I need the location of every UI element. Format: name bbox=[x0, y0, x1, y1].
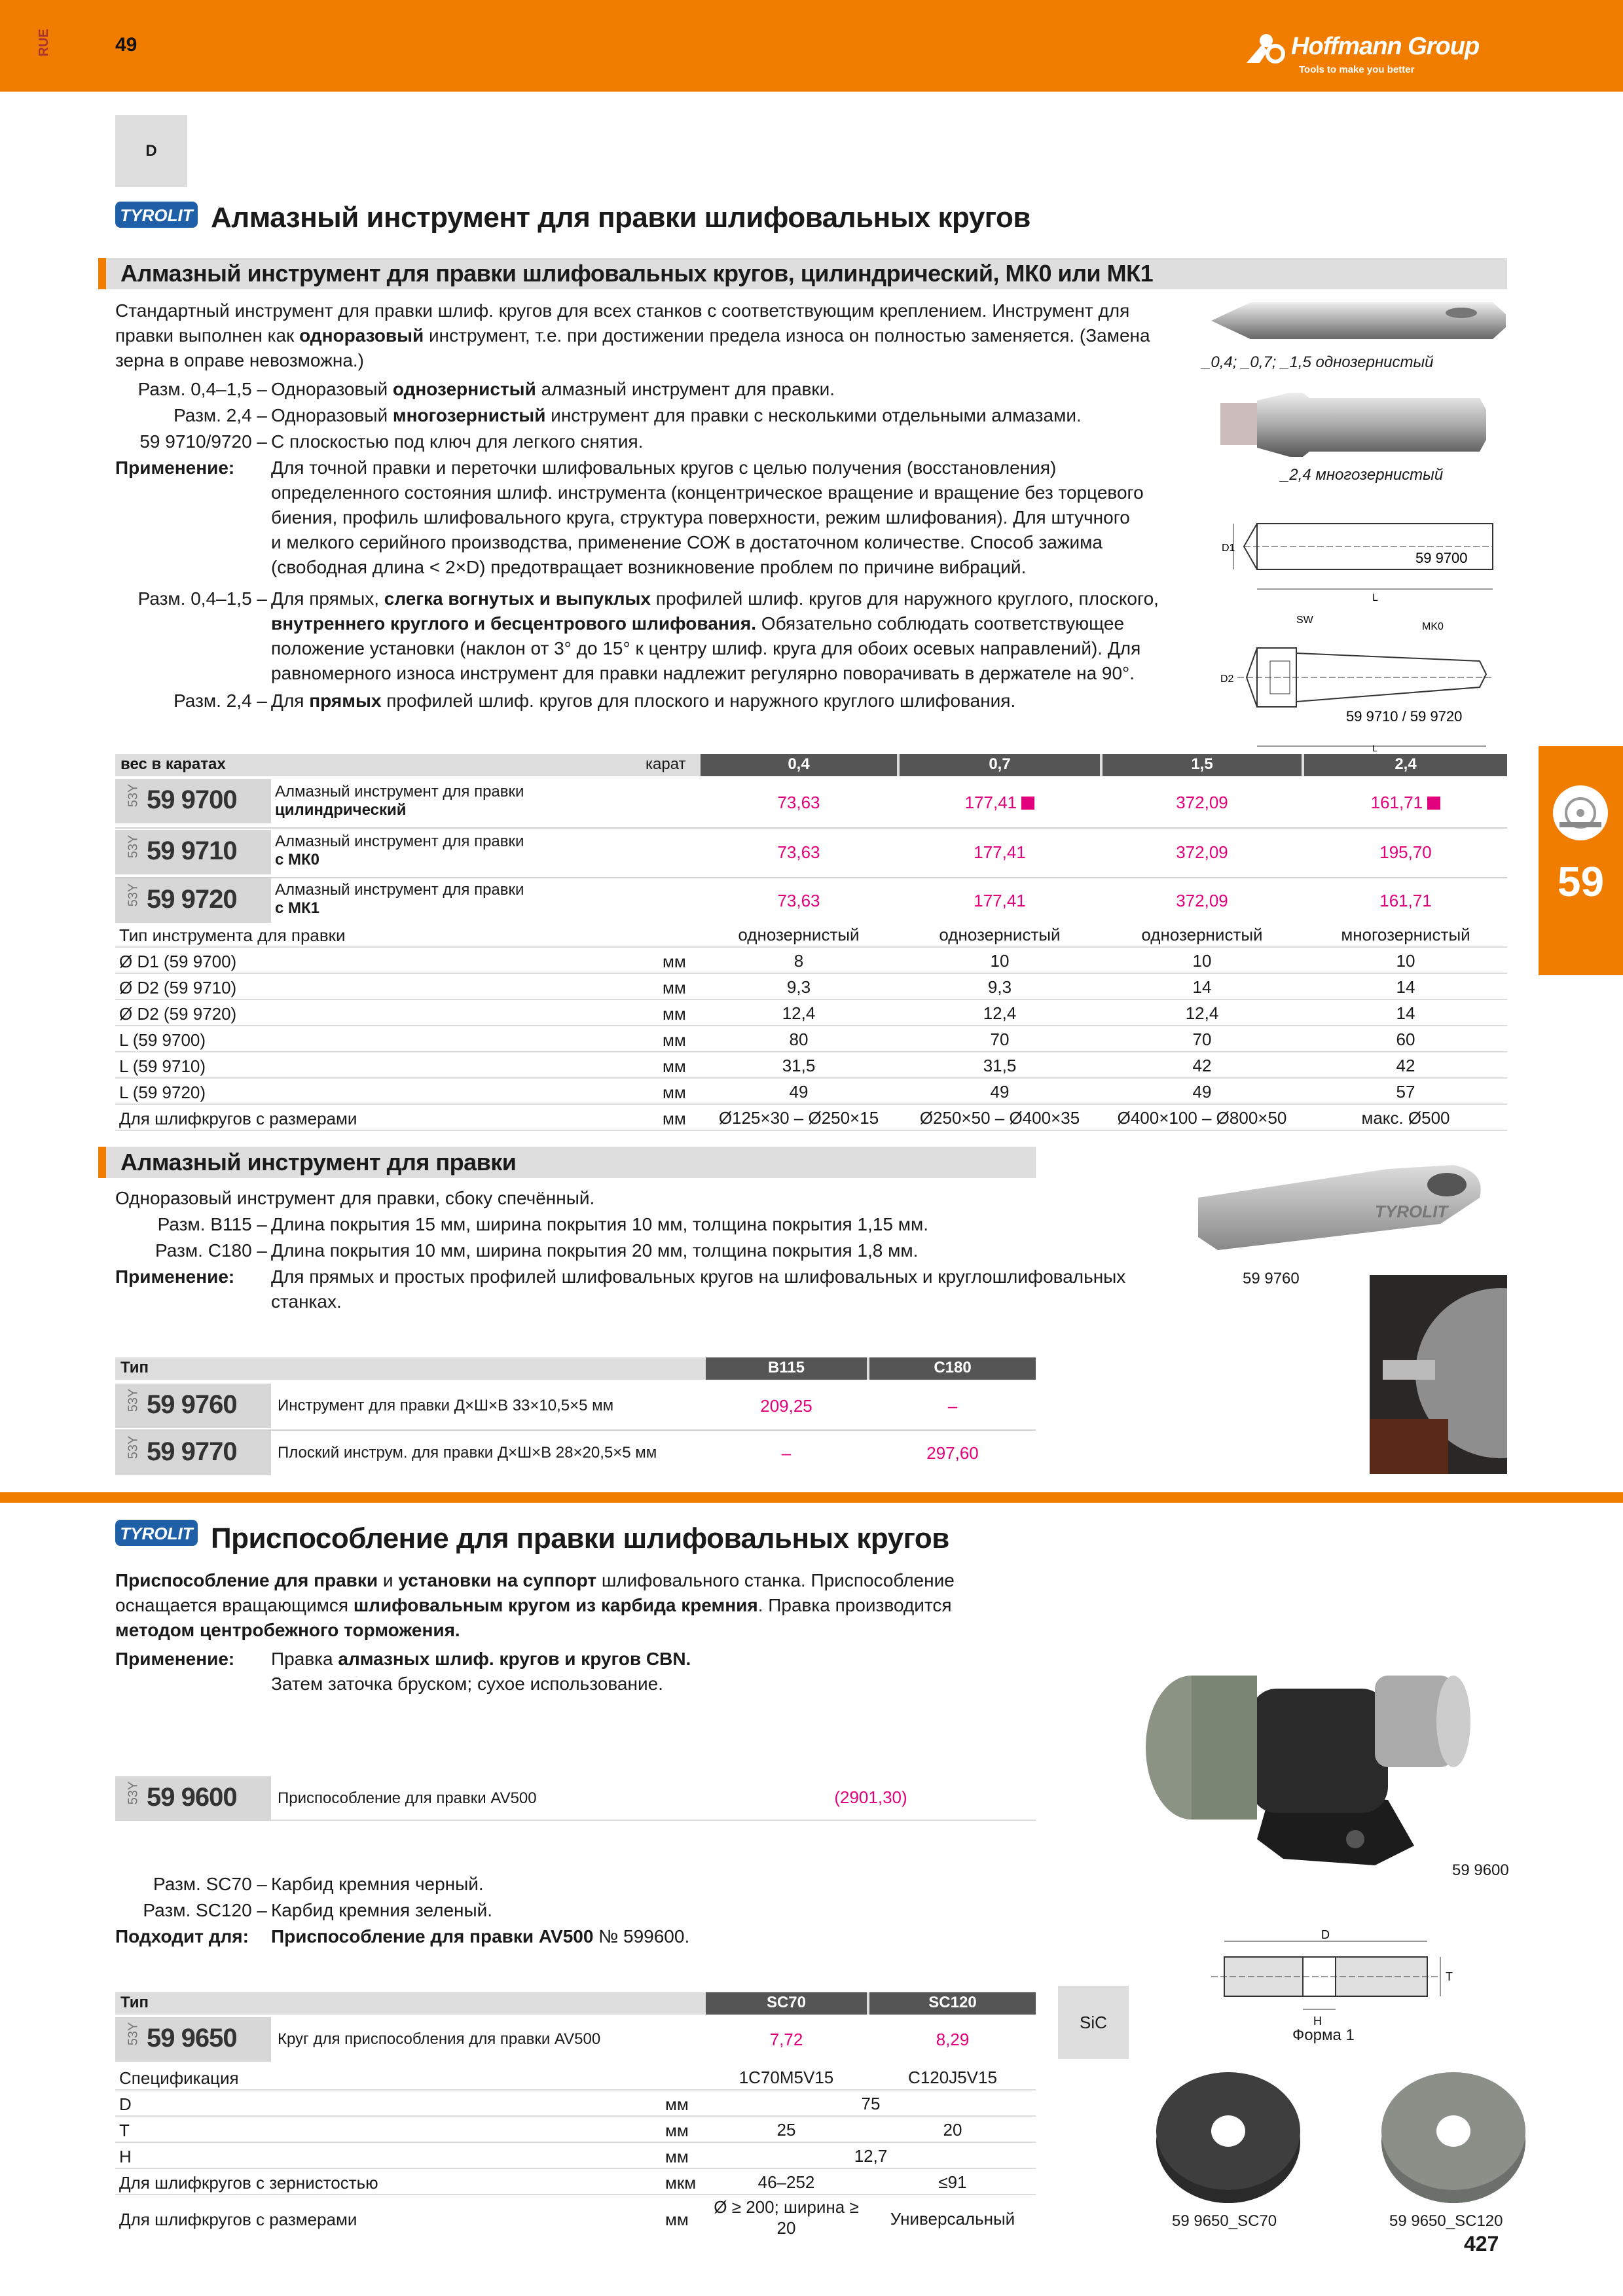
s2-label-application: Применение: bbox=[115, 1266, 235, 1287]
brand-name: Hoffmann Group bbox=[1291, 33, 1480, 60]
col-sc70: SC70 bbox=[706, 1992, 867, 2015]
s4-label-sc120: Разм. SC120 – bbox=[143, 1900, 267, 1920]
svg-text:TYROLIT: TYROLIT bbox=[120, 206, 193, 225]
single-grain-dresser-image bbox=[1205, 288, 1519, 353]
label-size-2: Разм. 2,4 – bbox=[173, 405, 267, 425]
text-size-1: Одноразовый однозернистый алмазный инструмент для правки. bbox=[271, 379, 835, 399]
intro-text: Стандартный инструмент для правки шлиф. кругов для всех станков с соответствующим креплением. Инструмент для правки выполнен как одноразовый инструмент, т.е. при достижении предела износа он полностью заменяется. (Замена зерна в оправе невозможна.) bbox=[115, 300, 1150, 370]
text-size-3: Для прямых, слегка вогнутых и выпуклых профилей шлиф. кругов для наружного круглого, плоского, внутреннего круглого и бесцентрового шлифования. Обязательно соблюдать соответствующее положение установки (наклон от 3° до 15° к центру шлиф. круга для обоих осевых направлений). Для равномерного износа инструмент для правки надлежит регулярно поворачивать в держателе на 90°. bbox=[271, 588, 1159, 683]
label-articles: 59 9710/9720 – bbox=[139, 431, 267, 452]
s2-intro: Одноразовый инструмент для правки, сбоку спечённый. bbox=[115, 1188, 595, 1208]
table-row[interactable]: 53Y 59 9770 Плоский инструм. для правки Д×Ш×В 28×20,5×5 мм – 297,60 bbox=[115, 1431, 1036, 1475]
table-row[interactable]: 53Y 59 9600 Приспособление для правки AV500 (2901,30) bbox=[115, 1776, 1036, 1821]
svg-text:MK0: MK0 bbox=[1422, 621, 1444, 632]
price-with-marker: 177,41 bbox=[900, 791, 1100, 814]
flat-dresser-image bbox=[1192, 1152, 1493, 1257]
wheel-sc70-photo bbox=[1150, 2068, 1307, 2206]
wheel-form-drawing bbox=[1211, 1924, 1460, 2036]
s2-label-b115: Разм. B115 – bbox=[157, 1214, 267, 1234]
label-application: Применение: bbox=[115, 457, 235, 478]
grinding-wheel-icon bbox=[1553, 785, 1608, 840]
text-size-4: Для прямых профилей шлиф. кругов для плоского и наружного круглого шлифования. bbox=[271, 691, 1016, 711]
col-1-5: 1,5 bbox=[1103, 754, 1302, 776]
section-tab[interactable] bbox=[1539, 746, 1623, 975]
col-2-4: 2,4 bbox=[1304, 754, 1507, 776]
s4-text-sc70: Карбид кремния черный. bbox=[271, 1874, 484, 1894]
language-code: RUE bbox=[37, 29, 51, 57]
s3-intro: Приспособление для правки и установки на суппорт шлифовального станка. Приспособление оснащается вращающимся шлифовальным кругом из карбида кремния. Правка производится методом центробежного торможения. bbox=[115, 1570, 955, 1640]
wheel-sc120-photo bbox=[1375, 2068, 1532, 2206]
svg-text:TYROLIT: TYROLIT bbox=[1375, 1202, 1448, 1221]
caption-multi-grain: _2,4 многозернистый bbox=[1281, 466, 1444, 484]
svg-text:T: T bbox=[1446, 1970, 1453, 1983]
svg-text:D: D bbox=[1321, 1928, 1330, 1941]
s2-text-application: Для прямых и простых профилей шлифовальных кругов на шлифовальных и круглошлифовальных станках. bbox=[271, 1266, 1126, 1312]
col-sc120: SC120 bbox=[869, 1992, 1036, 2015]
label-size-3: Разм. 0,4–1,5 – bbox=[137, 588, 267, 609]
caption-form-1: Форма 1 bbox=[1292, 2026, 1355, 2044]
drawing-mk-taper bbox=[1218, 609, 1506, 753]
table-row[interactable]: 53Y 59 9760 Инструмент для правки Д×Ш×В 33×10,5×5 мм 209,25 – bbox=[115, 1384, 1036, 1428]
multi-grain-dresser-image bbox=[1218, 384, 1493, 462]
page-number-bottom: 427 bbox=[1464, 2232, 1499, 2255]
caption-599600: 59 9600 bbox=[1452, 1861, 1509, 1879]
subsection-title-1: Алмазный инструмент для правки шлифовальных кругов, цилиндрический, МК0 или МК1 bbox=[98, 258, 1507, 289]
drawing-cylindrical bbox=[1218, 497, 1506, 602]
tyrolit-logo bbox=[115, 1518, 200, 1549]
price-with-marker: 161,71 bbox=[1304, 791, 1507, 814]
table-row[interactable]: 53Y 59 9720 Алмазный инструмент для правки с МК1 73,63 177,41 372,09 161,71 bbox=[115, 878, 1507, 924]
caption-599760: 59 9760 bbox=[1243, 1270, 1300, 1287]
brand-tagline: Tools to make you better bbox=[1299, 64, 1415, 75]
label-size-4: Разм. 2,4 – bbox=[173, 691, 267, 711]
s4-label-sc70: Разм. SC70 – bbox=[153, 1874, 267, 1894]
text-articles: С плоскостью под ключ для легкого снятия. bbox=[271, 431, 644, 452]
s3-label-application: Применение: bbox=[115, 1649, 235, 1669]
s2-text-c180: Длина покрытия 10 мм, ширина покрытия 20 мм, толщина покрытия 1,8 мм. bbox=[271, 1240, 919, 1261]
svg-text:L: L bbox=[1372, 592, 1378, 602]
svg-text:TYROLIT: TYROLIT bbox=[120, 1524, 193, 1543]
section-title-2: Приспособление для правки шлифовальных кругов bbox=[211, 1522, 949, 1554]
svg-text:SW: SW bbox=[1296, 615, 1313, 626]
svg-text:H: H bbox=[1313, 2015, 1322, 2028]
dresser-in-use-photo bbox=[1370, 1275, 1507, 1474]
table-row[interactable]: 53Y 59 9710 Алмазный инструмент для правки с МК0 73,63 177,41 372,09 195,70 bbox=[115, 830, 1507, 876]
col-b115: B115 bbox=[706, 1357, 867, 1380]
table-row[interactable]: 53Y 59 9650 Круг для приспособления для правки AV500 7,72 8,29 bbox=[115, 2017, 1036, 2062]
page-number-top: 49 bbox=[115, 34, 137, 56]
table4-header: Тип bbox=[115, 1992, 1036, 2015]
chapter-box: D bbox=[115, 115, 187, 187]
s2-label-c180: Разм. C180 – bbox=[155, 1240, 267, 1261]
svg-text:D2: D2 bbox=[1220, 673, 1234, 685]
brand-logo[interactable] bbox=[1244, 29, 1506, 81]
text-application: Для точной правки и переточки шлифовальных кругов с целью получения (восстановления) определенного состояния шлиф. инструмента (концентрическое вращение и вращение без торцевого биения, профиль шлифовального круга, структура поверхности, режим шлифования). Для штучного и мелкого серийного производства, применение СОЖ в достаточном количестве. Способ зажима (свободная длина < 2×D) предотвращает возникновение проблем по причине вибраций. bbox=[271, 457, 1144, 577]
table2-header: Тип bbox=[115, 1357, 1036, 1380]
dressing-device-image bbox=[1139, 1649, 1493, 1872]
s4-text-fits: Приспособление для правки AV500 № 599600. bbox=[271, 1926, 690, 1946]
svg-text:59 9700: 59 9700 bbox=[1415, 550, 1468, 566]
col-0-7: 0,7 bbox=[900, 754, 1100, 776]
section-title-1: Алмазный инструмент для правки шлифовальных кругов bbox=[211, 202, 1030, 234]
label-size-1: Разм. 0,4–1,5 – bbox=[137, 379, 267, 399]
sic-badge: SiC bbox=[1058, 1986, 1129, 2059]
page-header bbox=[0, 0, 1623, 92]
section-number: 59 bbox=[1557, 858, 1605, 905]
caption-sc70: 59 9650_SC70 bbox=[1172, 2212, 1277, 2230]
text-size-2: Одноразовый многозернистый инструмент для правки с несколькими отдельными алмазами. bbox=[271, 405, 1082, 425]
s4-label-fits: Подходит для: bbox=[115, 1926, 249, 1946]
col-c180: C180 bbox=[869, 1357, 1036, 1380]
svg-text:L: L bbox=[1372, 743, 1377, 753]
svg-text:D1: D1 bbox=[1222, 543, 1235, 554]
s4-text-sc120: Карбид кремния зеленый. bbox=[271, 1900, 493, 1920]
caption-single-grain: _0,4; _0,7; _1,5 однозернистый bbox=[1202, 353, 1434, 371]
svg-text:59 9710 / 59 9720: 59 9710 / 59 9720 bbox=[1346, 708, 1463, 725]
caption-sc120: 59 9650_SC120 bbox=[1389, 2212, 1503, 2230]
section-divider bbox=[0, 1492, 1623, 1503]
col-0-4: 0,4 bbox=[701, 754, 897, 776]
table-row[interactable]: 53Y 59 9700 Алмазный инструмент для правки цилиндрический 73,63 177,41 372,09 161,71 bbox=[115, 779, 1507, 826]
s3-text-application: Правка алмазных шлиф. кругов и кругов CBN. Затем заточка бруском; сухое использование. bbox=[271, 1649, 691, 1694]
s2-text-b115: Длина покрытия 15 мм, ширина покрытия 10 мм, толщина покрытия 1,15 мм. bbox=[271, 1214, 928, 1234]
tyrolit-logo bbox=[115, 200, 200, 230]
hoffmann-logo-icon bbox=[1244, 31, 1288, 65]
subsection-title-2: Алмазный инструмент для правки bbox=[98, 1147, 1036, 1178]
table1-header: вес в каратах карат bbox=[115, 754, 1507, 776]
